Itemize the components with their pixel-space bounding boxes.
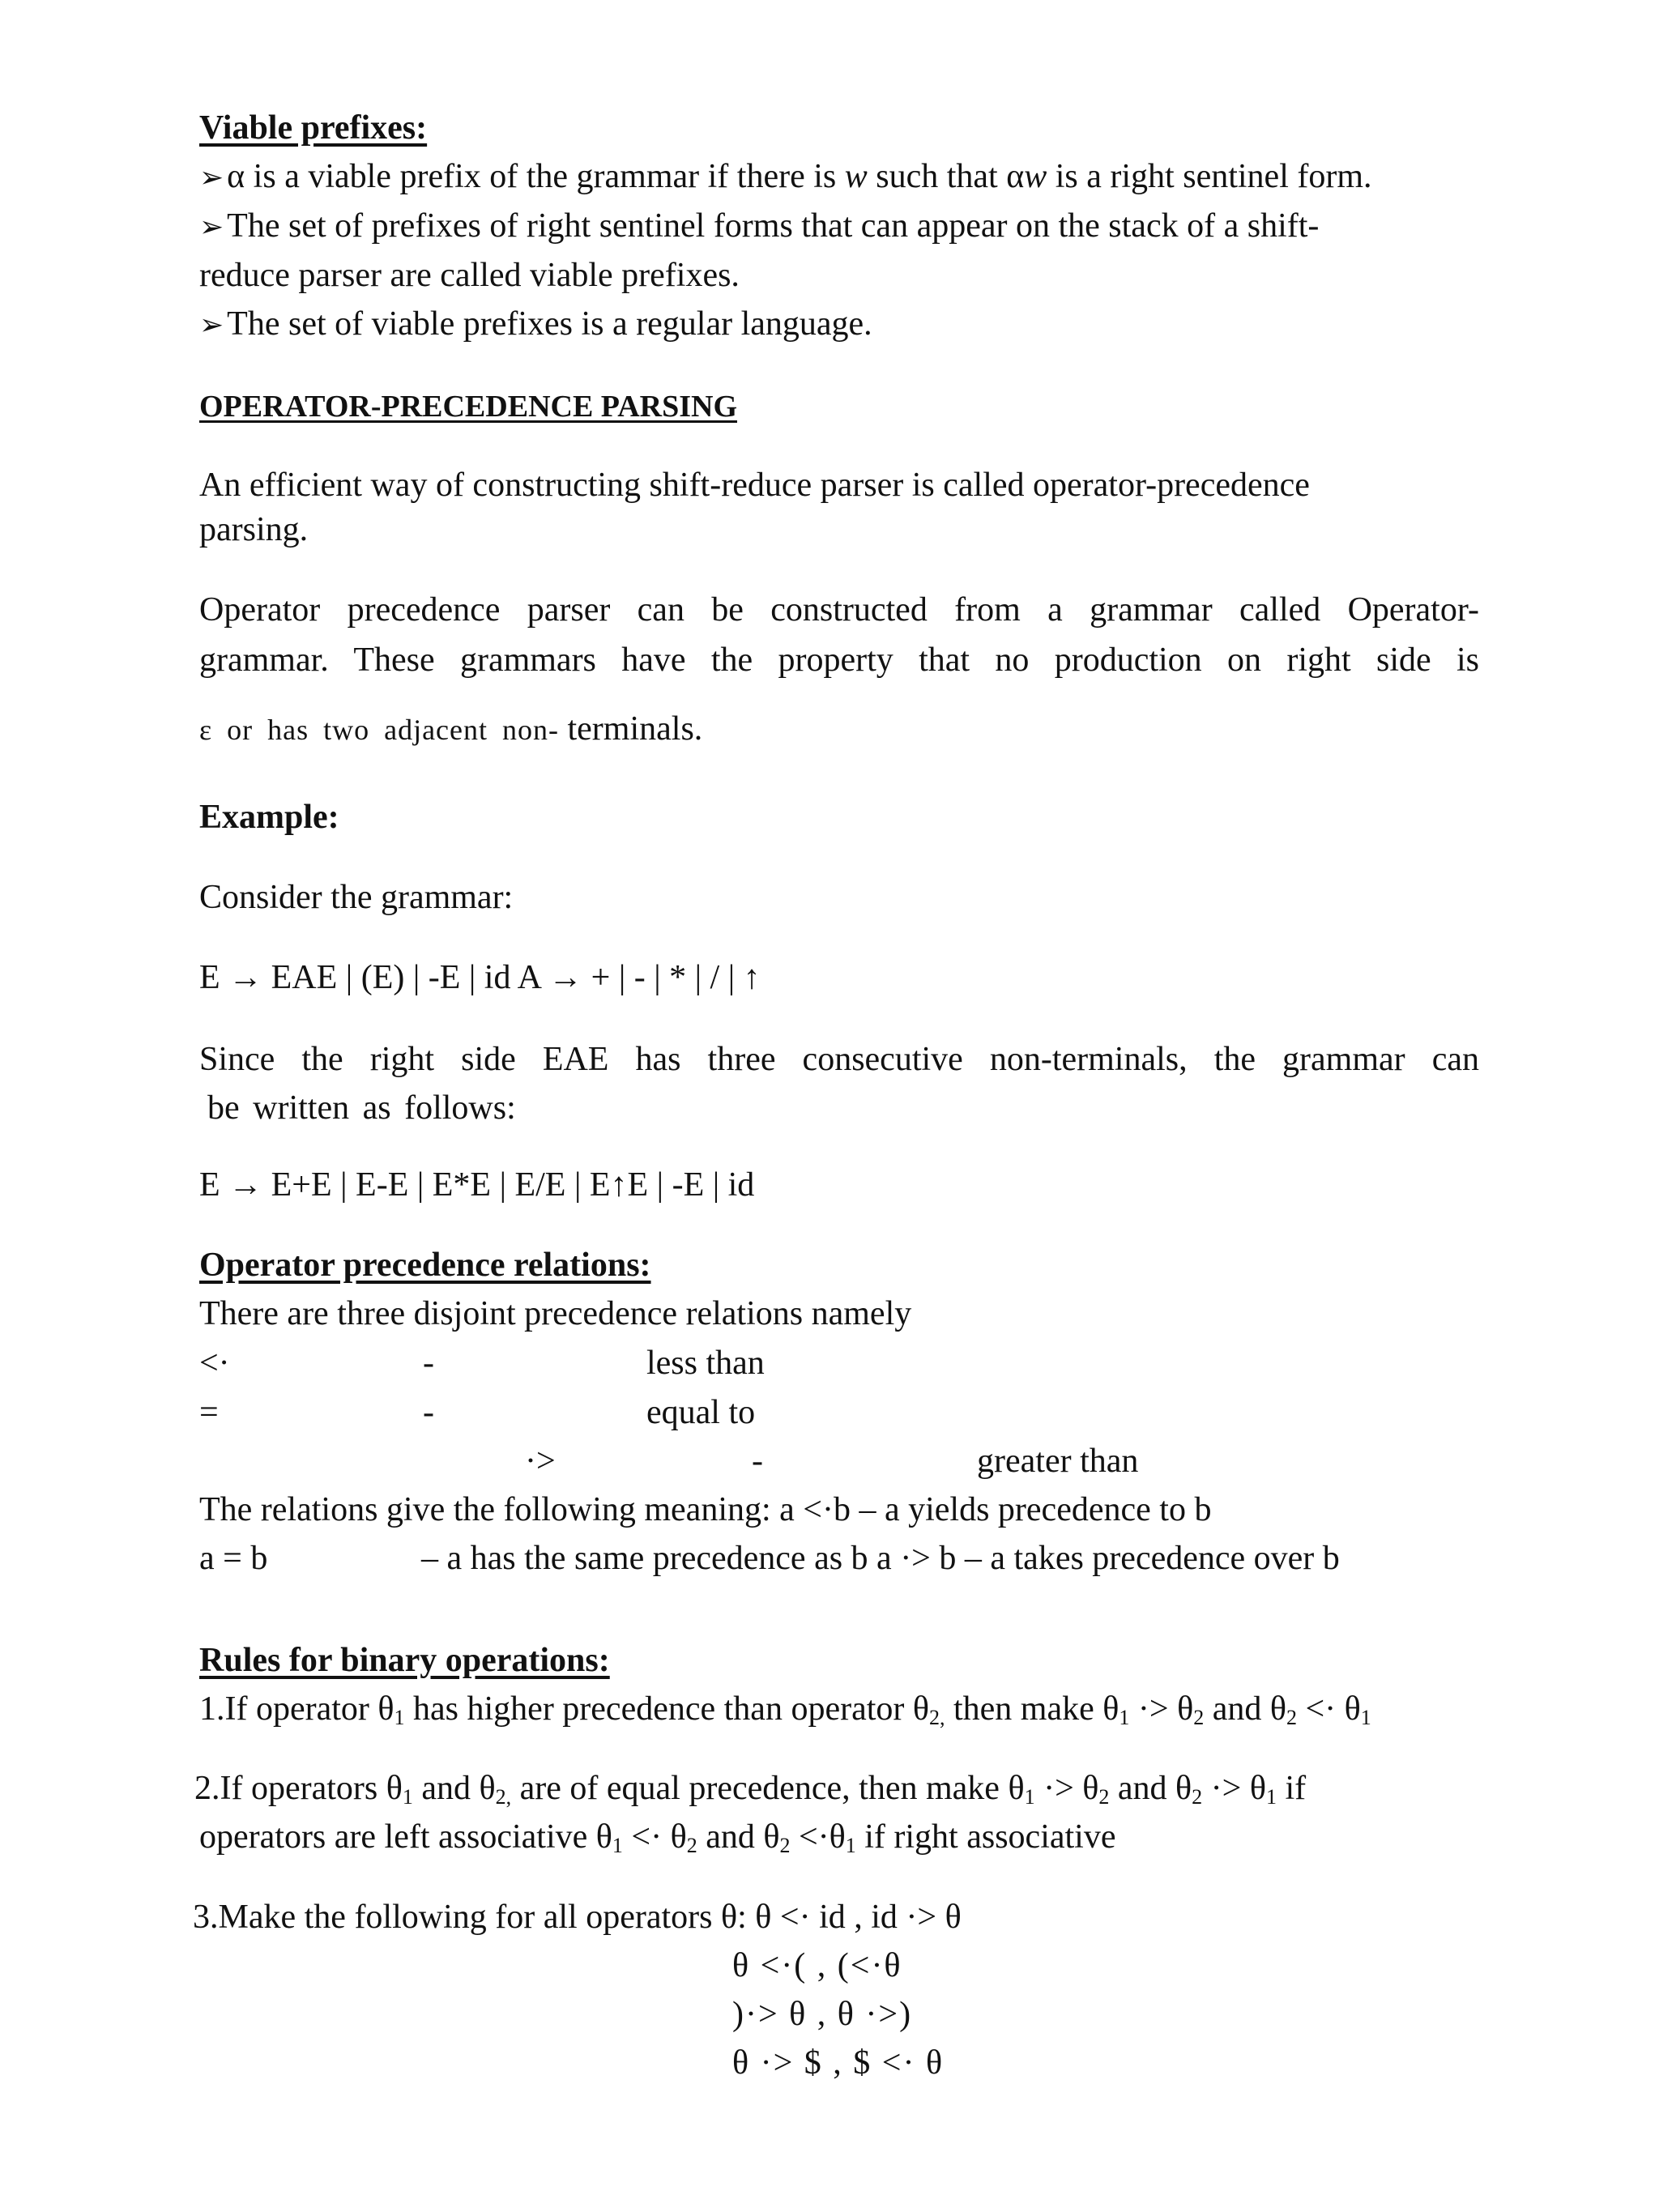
since-line-2: be written as follows:: [207, 1089, 516, 1127]
bullet-1: ➢α is a viable prefix of the grammar if there is w such that αw is a right sentinel form.: [199, 156, 1372, 198]
grammar-2: E → E+E | E-E | E*E | E/E | E↑E | -E | id: [199, 1166, 755, 1204]
relation-meaning: greater than: [977, 1443, 1139, 1480]
opp-paragraph-2-line-1: Operator precedence parser can be constructed from a grammar called Operator-: [199, 591, 1479, 629]
relation-symbol: ·>: [525, 1443, 556, 1480]
rule-3-line-1: θ <·( , (<·θ: [732, 1947, 902, 1984]
arrow-bullet-icon: ➢: [199, 309, 224, 341]
opp-paragraph-1-line-2: parsing.: [199, 511, 309, 548]
since-line-1: Since the right side EAE has three consecutive non-terminals, the grammar can: [199, 1041, 1479, 1078]
grammar-1: E → EAE | (E) | -E | id A → + | - | * | / | ↑: [199, 959, 761, 996]
rule-3-line-2: )·> θ , θ ·>): [732, 1996, 913, 2033]
example-heading: Example:: [199, 799, 339, 836]
relation-symbol: <·: [199, 1345, 230, 1382]
relations-intro: There are three disjoint precedence relations namely: [199, 1295, 912, 1332]
arrow-bullet-icon: ➢: [199, 161, 224, 194]
bullet-2-line-1: ➢The set of prefixes of right sentinel forms that can appear on the stack of a shift-: [199, 206, 1319, 247]
arrow-bullet-icon: ➢: [199, 211, 224, 243]
relation-dash: -: [423, 1345, 434, 1382]
relation-symbol: =: [199, 1394, 219, 1431]
relations-meaning-line-2: a = b: [199, 1540, 268, 1577]
rule-2-line-1: 2.If operators $\theta_1$ and $\theta_{2,}$ are of equal precedence, then make $\theta_1 \cdot> \theta_2$ and $\theta_2 \cdot> \theta_1$ if: [194, 1770, 1307, 1809]
relation-meaning: less than: [646, 1345, 765, 1382]
opp-paragraph-2-line-3: ε or has two adjacent non- terminals.: [199, 710, 703, 748]
rules-heading: Rules for binary operations:: [199, 1642, 610, 1679]
relations-meaning-line-2-rest: – a has the same precedence as b a ·> b – a takes precedence over b: [421, 1540, 1340, 1577]
opp-paragraph-2-line-2: grammar. These grammars have the property that no production on right side is: [199, 641, 1479, 679]
operator-precedence-heading: OPERATOR-PRECEDENCE PARSING: [199, 390, 737, 424]
relation-dash: -: [752, 1443, 763, 1480]
relations-heading: Operator precedence relations:: [199, 1247, 651, 1284]
relations-meaning-line-1: The relations give the following meaning: a <·b – a yields precedence to b: [199, 1491, 1212, 1528]
bullet-3: ➢The set of viable prefixes is a regular language.: [199, 304, 872, 345]
viable-prefixes-heading: Viable prefixes:: [199, 109, 428, 147]
rule-1: 1.If operator $\theta_1$ has higher precedence than operator $\theta_{2,}$ then make $\theta_1 \cdot> \theta_2$ and $\theta_2 <\cdot \theta_1$: [199, 1690, 1371, 1729]
relation-meaning: equal to: [646, 1394, 756, 1431]
opp-paragraph-1-line-1: An efficient way of constructing shift-reduce parser is called operator-precedence: [199, 467, 1310, 504]
rule-2-line-2: operators are left associative $\theta_1 <\cdot \theta_2$ and $\theta_2 <\cdot\theta_1$ if right associative: [199, 1818, 1116, 1857]
bullet-2-line-2: reduce parser are called viable prefixes.: [199, 257, 740, 294]
relation-dash: -: [423, 1394, 434, 1431]
rule-3-line-3: θ ·> $ , $ <· θ: [732, 2044, 945, 2082]
rule-3: 3.Make the following for all operators θ: θ <· id , id ·> θ: [193, 1899, 962, 1936]
consider-text: Consider the grammar:: [199, 879, 514, 916]
